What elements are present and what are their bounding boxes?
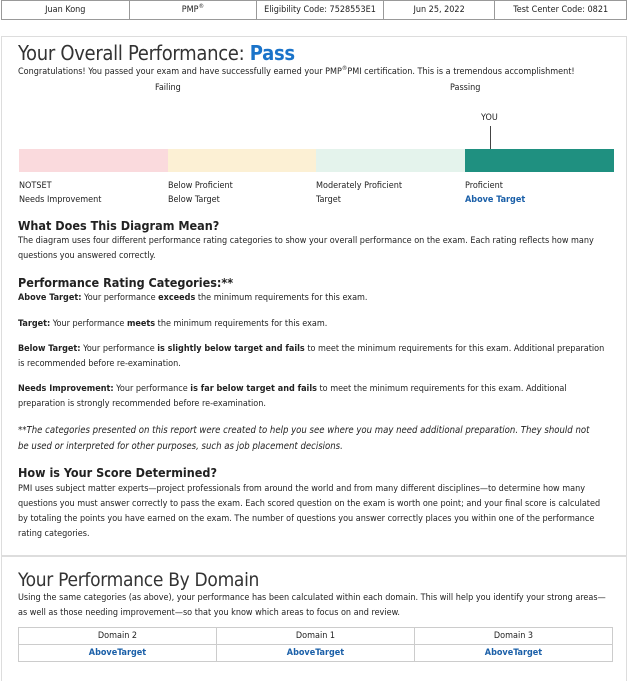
domain-text: Using the same categories (as above), your performance has been calculated within each domain. This will help you identify your strong areas—as well as those needing improvement—so that you know which areas to focus on and review.: [18, 593, 606, 618]
domain-title: Your Performance By Domain: [18, 569, 260, 591]
domain-name: Domain 1: [217, 628, 414, 645]
failing-label: Failing: [155, 83, 181, 93]
domain-cell: [19, 628, 217, 661]
category-label-1: NOTSET Needs Improvement: [19, 181, 102, 205]
rating-target: Target: Your performance meets the minimum requirements for this exam.: [18, 319, 328, 329]
category-label-3: Moderately Proficient Target: [316, 181, 403, 205]
score-text: PMI uses subject matter experts—project professionals from around the world and from many different disciplines—to determine how many questions you must answer correctly to pass the exam. Each scored question on the exam is worth one point; and your final score is calculated by totaling the points you have earned on the exam. The number of questions you answer correctly places you within one of the performance rating categories.: [18, 484, 601, 539]
domain-name: Domain 3: [415, 628, 612, 645]
domain-cell: [415, 628, 612, 661]
passing-label: Passing: [450, 83, 481, 93]
ratings-heading: Performance Rating Categories:**: [18, 275, 234, 290]
bar-below-target: [168, 149, 316, 172]
candidate-info-bar: [1, 0, 627, 20]
test-center-code: Test Center Code: 0821: [513, 5, 609, 15]
category-label-2: Below Proficient Below Target: [168, 181, 233, 205]
domain-rating: AboveTarget: [484, 648, 543, 658]
exam-date: Jun 25, 2022: [384, 1, 496, 19]
exam-name: PMP®: [130, 1, 258, 19]
domain-rating: AboveTarget: [286, 648, 345, 658]
domain-rating: AboveTarget: [88, 648, 147, 658]
rating-below-target: Below Target: Your performance is slightly below target and fails to meet the minimum requirements for this exam. Additional preparation is recommended before re-examination.: [18, 344, 605, 369]
bar-target: [316, 149, 465, 172]
you-marker-label: YOU: [481, 113, 498, 123]
rating-above-target: Above Target: Your performance exceeds the minimum requirements for this exam.: [18, 293, 368, 303]
categories-note: **The categories presented on this report were created to help you see where you may need additional preparation. They should not be used or interpreted for other purposes, such as job placement decisions.: [18, 425, 590, 452]
bar-above-target: [465, 149, 614, 172]
domain-cell: [217, 628, 415, 661]
result-pass: Pass: [249, 41, 295, 65]
bar-needs-improvement: [19, 149, 168, 172]
domain-name: Domain 2: [19, 628, 216, 645]
score-heading: How is Your Score Determined?: [18, 465, 217, 480]
rating-needs-improvement: Needs Improvement: Your performance is far below target and fails to meet the minimum requirements for this exam. Additional preparation is strongly recommended before re-examination.: [18, 384, 567, 409]
category-label-4: Proficient Above Target: [465, 181, 526, 205]
eligibility-code: Eligibility Code: 7528553E1: [257, 1, 384, 19]
congrats-text: Congratulations! You passed your exam and have successfully earned your PMP®PMI certification. This is a tremendous accomplishment!: [18, 65, 575, 77]
diagram-text: The diagram uses four different performance rating categories to show your overall performance on the exam. Each rating reflects how many questions you answered correctly.: [18, 236, 594, 261]
overall-title: Your Overall Performance: Pass: [18, 41, 295, 65]
candidate-name: Juan Kong: [2, 1, 130, 19]
domain-table: [18, 627, 613, 662]
you-marker-line: [490, 126, 491, 149]
diagram-heading: What Does This Diagram Mean?: [18, 218, 220, 233]
